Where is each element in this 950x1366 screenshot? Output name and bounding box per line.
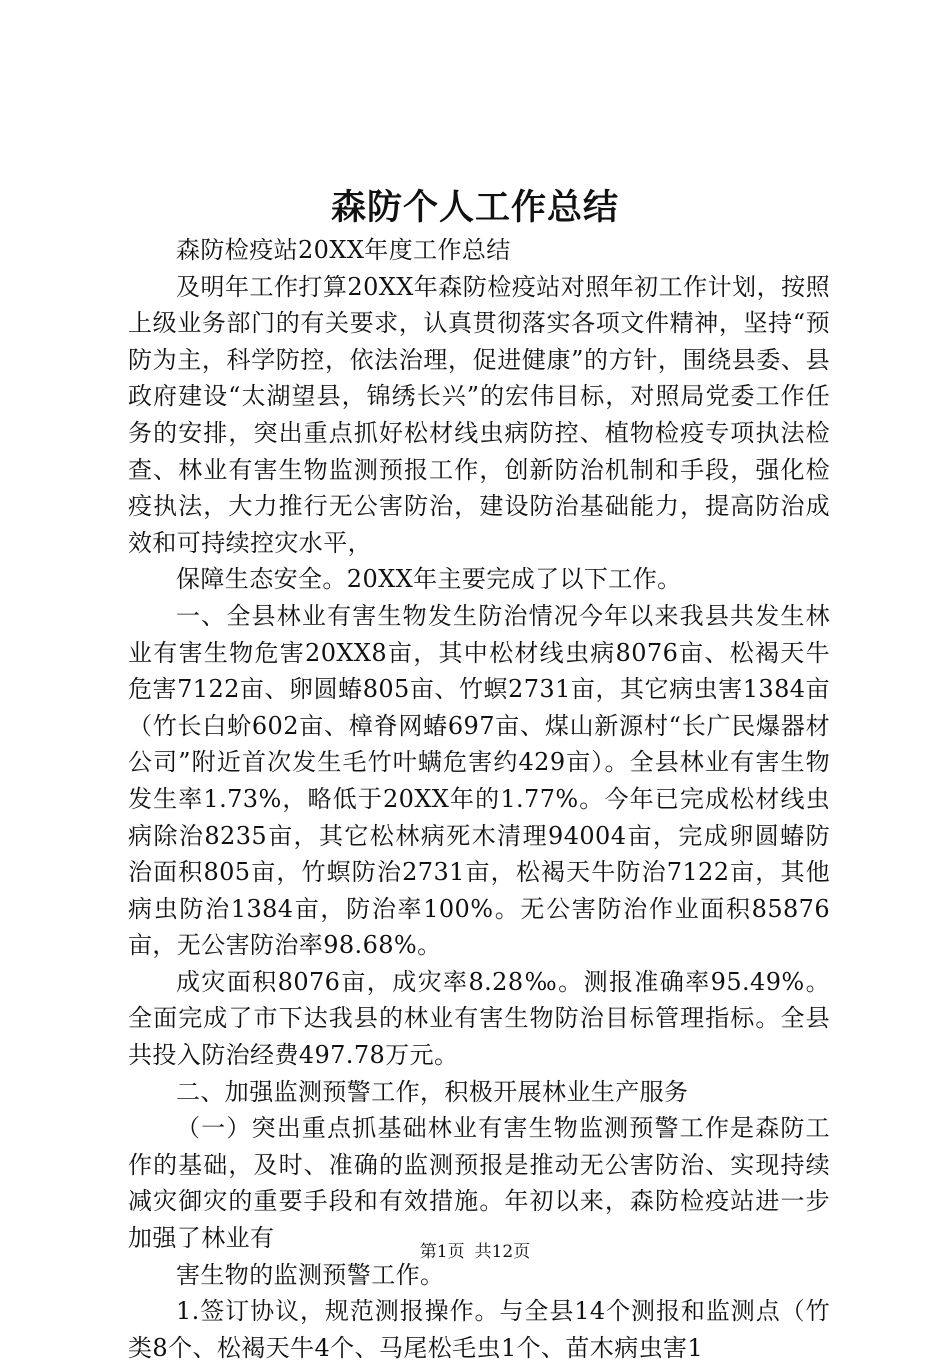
page-footer (0, 1240, 950, 1264)
paragraph: （一）突出重点抓基础林业有害生物监测预警工作是森防工作的基础，及时、准确的监测预报是推动无公害防治、实现持续减灾御灾的重要手段和有效措施。年初以来，森防检疫站进一步加强了林业有 (128, 1114, 830, 1253)
paragraph: 及明年工作打算20XX年森防检疫站对照年初工作计划，按照上级业务部门的有关要求，认真贯彻落实各项文件精神，坚持“预防为主，科学防控，依法治理，促进健康”的方针，围绕县委、县政府建设“太湖望县，锦绣长兴”的宏伟目标，对照局党委工作任务的安排，突出重点抓好松材线虫病防控、植物检疫专项执法检查、林业有害生物监测预报工作，创新防治机制和手段，强化检疫执法，大力推行无公害防治，建设防治基础能力，提高防治成效和可持续控灾水平， (128, 272, 830, 557)
paragraph: 成灾面积8076亩，成灾率8.28‰。测报准确率95.49%。全面完成了市下达我县的林业有害生物防治目标管理指标。全县共投入防治经费497.78万元。 (128, 967, 830, 1070)
document-title: 森防个人工作总结 (330, 187, 619, 228)
page-total: 共12页 (474, 1242, 531, 1262)
paragraph: 一、全县林业有害生物发生防治情况今年以来我县共发生林业有害生物危害20XX8亩，其中松材线虫病8076亩、松褐天牛危害7122亩、卵圆蝽805亩、竹螟2731亩，其它病虫害1384亩（竹长白蚧602亩、樟脊网蝽697亩、煤山新源村“长广民爆器材公司”附近首次发生毛竹叶螨危害约429亩）。全县林业有害生物发生率1.73%，略低于20XX年的1.77%。今年已完成松材线虫病除治8235亩，其它松林病死木清理94004亩，完成卵圆蝽防治面积805亩，竹螟防治2731亩，松褐天牛防治7122亩，其他病虫防治1384亩，防治率100%。无公害防治作业面积85876亩，无公害防治率98.68%。 (128, 601, 830, 960)
document-body (128, 232, 830, 1366)
page-number: 第1页 (419, 1242, 465, 1262)
paragraph: 二、加强监测预警工作，积极开展林业生产服务 (176, 1077, 689, 1106)
paragraph: 害生物的监测预警工作。 (176, 1260, 445, 1289)
paragraph: 1.签订协议，规范测报操作。与全县14个测报和监测点（竹类8个、松褐天牛4个、马尾松毛虫1个、苗木病虫害1 (128, 1297, 830, 1362)
paragraph: 保障生态安全。20XX年主要完成了以下工作。 (176, 565, 682, 594)
paragraph: 森防检疫站20XX年度工作总结 (176, 236, 511, 264)
